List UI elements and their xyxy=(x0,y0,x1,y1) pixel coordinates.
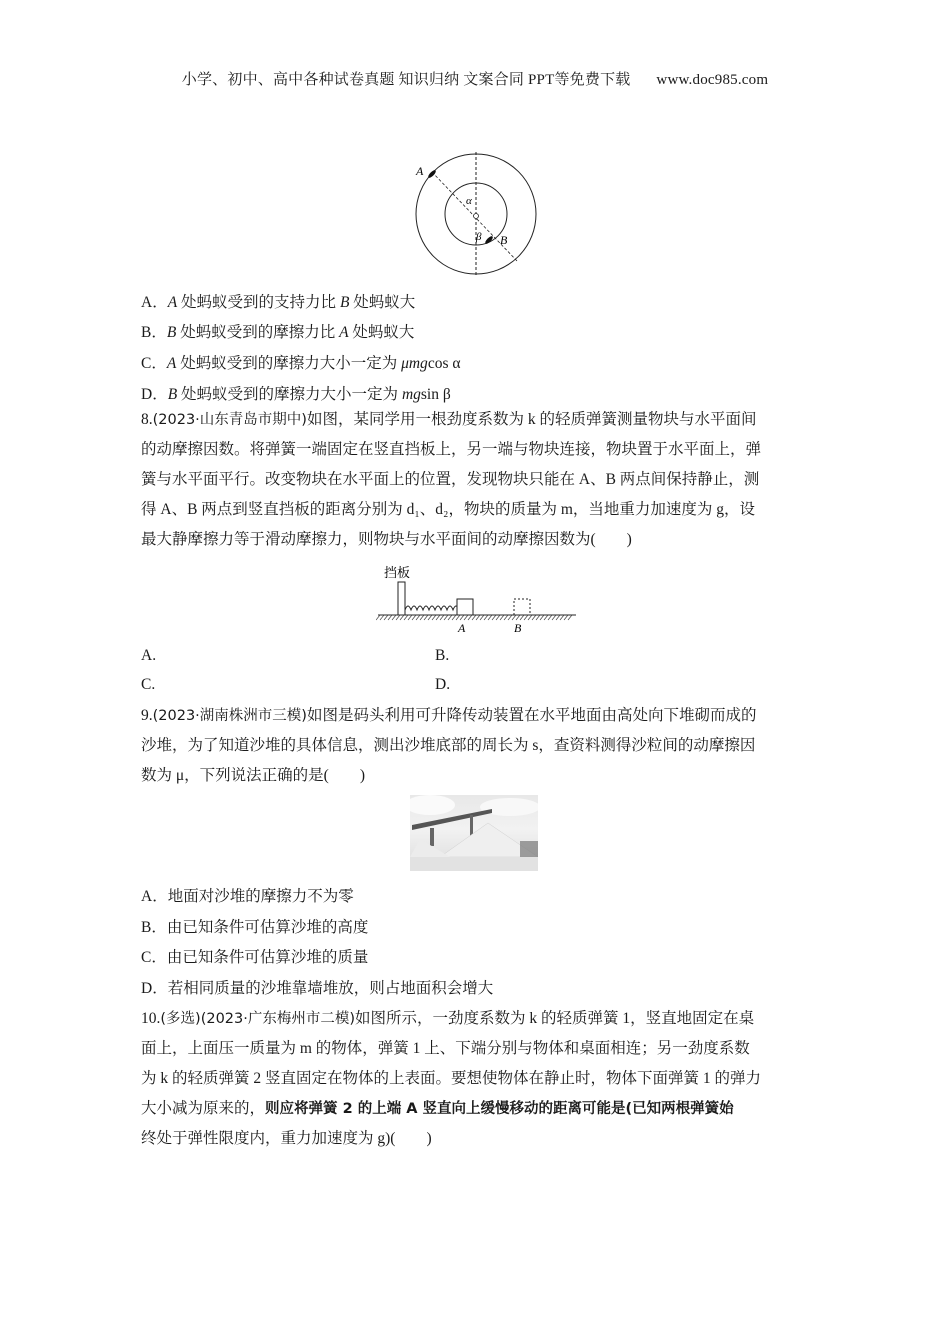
sand-pile-drawing xyxy=(410,795,538,871)
block-a xyxy=(457,599,473,615)
hatch-mark xyxy=(424,615,428,620)
hatch-mark xyxy=(416,615,420,620)
hatch-mark xyxy=(392,615,396,620)
hatch-mark xyxy=(400,615,404,620)
page-header xyxy=(0,68,950,89)
hatch-mark xyxy=(468,615,472,620)
hatch-mark xyxy=(568,615,572,620)
q9-source: (2023·湖南株洲市三模) xyxy=(152,708,307,724)
hatch-mark xyxy=(560,615,564,620)
q8-line-3: 簧与水平面平行。改变物块在水平面上的位置，发现物块只能在 A、B 两点间保持静止，测 xyxy=(141,471,760,488)
q8-option-a[interactable]: A. xyxy=(141,647,157,664)
hatch-mark xyxy=(524,615,528,620)
ant-a-icon xyxy=(427,169,437,179)
q7-option-b[interactable]: B．B 处蚂蚁受到的摩擦力比 A 处蚂蚁大 xyxy=(141,324,415,341)
hatch-mark xyxy=(436,615,440,620)
question-10 xyxy=(141,1004,811,1154)
hatch-mark xyxy=(456,615,460,620)
hatch-mark xyxy=(548,615,552,620)
hatch-mark xyxy=(492,615,496,620)
hatch-mark xyxy=(388,615,392,620)
hatch-mark xyxy=(512,615,516,620)
hatch-mark xyxy=(544,615,548,620)
hatch-mark xyxy=(488,615,492,620)
q10-multi: (多选) xyxy=(160,1011,201,1027)
board-label: 挡板 xyxy=(384,566,411,581)
hatch-mark xyxy=(496,615,500,620)
hatch-mark xyxy=(448,615,452,620)
q9-line-1: 9.(2023·湖南株洲市三模)如图是码头利用可升降传动装置在水平地面由高处向下堆砌而成的 xyxy=(141,707,757,724)
hatch-mark xyxy=(376,615,380,620)
hatch-mark xyxy=(412,615,416,620)
q8-line-4: 得 A、B 两点到竖直挡板的距离分别为 d₁、d₂，物块的质量为 m，当地重力加速度为 g，设 xyxy=(141,501,756,518)
q9-option-b[interactable]: B．由已知条件可估算沙堆的高度 xyxy=(141,919,369,936)
hatch-mark xyxy=(464,615,468,620)
q8-option-c[interactable]: C. xyxy=(141,676,156,693)
point-a-label: A xyxy=(458,621,466,635)
hatch-mark xyxy=(536,615,540,620)
label-b: B xyxy=(500,233,508,247)
label-alpha: α xyxy=(466,195,472,207)
spring-block-figure xyxy=(376,562,580,638)
q8-line-2: 的动摩擦因数。将弹簧一端固定在竖直挡板上，另一端与物块连接，物块置于水平面上，弹 xyxy=(141,441,762,458)
hatch-mark xyxy=(444,615,448,620)
center-point xyxy=(474,214,479,219)
header-text: 小学、初中、高中各种试卷真题 知识归纳 文案合同 PPT等免费下载 xyxy=(181,72,631,88)
q7-option-c[interactable]: C．A 处蚂蚁受到的摩擦力大小一定为 μmgcos α xyxy=(141,355,461,372)
sand-pile-photo xyxy=(410,795,538,871)
q9-option-d[interactable]: D．若相同质量的沙堆靠墙堆放，则占地面积会增大 xyxy=(141,980,494,997)
hatch-mark xyxy=(552,615,556,620)
hatch-mark xyxy=(564,615,568,620)
header-url[interactable]: www.doc985.com xyxy=(656,72,769,88)
label-beta: β xyxy=(476,231,482,243)
hatch-mark xyxy=(540,615,544,620)
q10-line-2: 面上，上面压一质量为 m 的物体，弹簧 1 上、下端分别与物体和桌面相连；另一劲度系数 xyxy=(141,1040,750,1057)
q9-line-2: 沙堆，为了知道沙堆的具体信息，测出沙堆底部的周长为 s，查资料测得沙粒间的动摩擦因 xyxy=(141,737,756,754)
q8-option-d[interactable]: D. xyxy=(435,676,451,693)
hatch-mark xyxy=(556,615,560,620)
hatch-mark xyxy=(384,615,388,620)
q10-line-4: 大小减为原来的，则应将弹簧 2 的上端 A 竖直向上缓慢移动的距离可能是(已知两根弹簧始 xyxy=(141,1100,734,1117)
hatch-mark xyxy=(440,615,444,620)
q8-line-5: 最大静摩擦力等于滑动摩擦力，则物块与水平面间的动摩擦因数为( ) xyxy=(141,531,632,548)
q8-line-1: 8.(2023·山东青岛市期中)如图，某同学用一根劲度系数为 k 的轻质弹簧测量物块与水平面间 xyxy=(141,411,757,428)
hatch-mark xyxy=(516,615,520,620)
q10-line-3: 为 k 的轻质弹簧 2 竖直固定在物体的上表面。要想使物体在静止时，物体下面弹簧 1 的弹力 xyxy=(141,1070,762,1087)
q9-option-c[interactable]: C．由已知条件可估算沙堆的质量 xyxy=(141,949,369,966)
hatch-mark xyxy=(452,615,456,620)
q7-option-d[interactable]: D．B 处蚂蚁受到的摩擦力大小一定为 mgsin β xyxy=(141,386,451,403)
q8-option-b[interactable]: B. xyxy=(435,647,450,664)
block-b-dashed xyxy=(514,599,530,615)
q7-option-a[interactable]: A．A 处蚂蚁受到的支持力比 B 处蚂蚁大 xyxy=(141,294,416,311)
q10-line-5: 终处于弹性限度内，重力加速度为 g)( ) xyxy=(141,1130,432,1147)
point-b-label: B xyxy=(514,621,522,635)
hatch-mark xyxy=(404,615,408,620)
question-9 xyxy=(141,701,811,791)
hatch-mark xyxy=(408,615,412,620)
baffle-board xyxy=(398,582,405,615)
label-a: A xyxy=(416,164,424,178)
hatch-mark xyxy=(532,615,536,620)
hatch-mark xyxy=(520,615,524,620)
hatch-mark xyxy=(460,615,464,620)
hatch-mark xyxy=(380,615,384,620)
q9-option-a[interactable]: A．地面对沙堆的摩擦力不为零 xyxy=(141,888,354,905)
question-8 xyxy=(141,405,811,555)
hatch-mark xyxy=(528,615,532,620)
hatch-mark xyxy=(396,615,400,620)
hatch-mark xyxy=(432,615,436,620)
q10-source: (2023·广东梅州市二模) xyxy=(200,1011,356,1027)
hatch-mark xyxy=(428,615,432,620)
hatch-mark xyxy=(504,615,508,620)
spring-coil xyxy=(405,606,465,610)
concentric-circles-figure xyxy=(410,148,550,280)
q9-line-3: 数为 μ，下列说法正确的是( ) xyxy=(141,767,366,784)
hatch-mark xyxy=(476,615,480,620)
ground-hatching xyxy=(376,615,572,620)
hatch-mark xyxy=(508,615,512,620)
q8-source: (2023·山东青岛市期中) xyxy=(152,412,307,428)
hatch-mark xyxy=(472,615,476,620)
hatch-mark xyxy=(500,615,504,620)
q10-line-1: 10.(多选)(2023·广东梅州市二模)如图所示，一劲度系数为 k 的轻质弹簧 1，竖直地固定在桌 xyxy=(141,1010,755,1027)
hatch-mark xyxy=(484,615,488,620)
hatch-mark xyxy=(480,615,484,620)
hatch-mark xyxy=(420,615,424,620)
